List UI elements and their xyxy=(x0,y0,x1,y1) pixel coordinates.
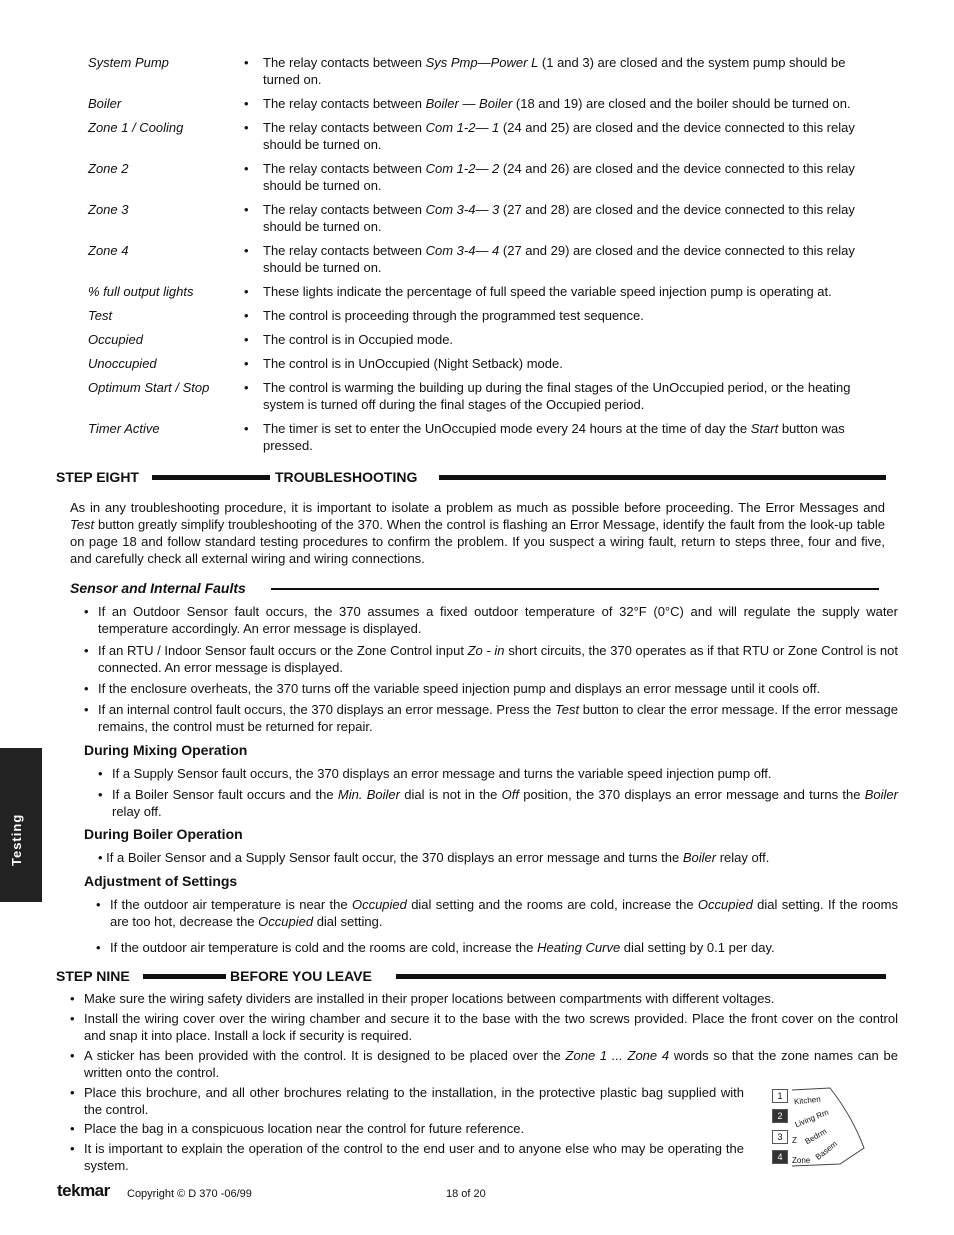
definition-text: The relay contacts between Com 1-2— 1 (24 and 25) are closed and the device connected to this relay should be turned on. xyxy=(263,120,855,152)
definition-list xyxy=(88,54,888,461)
troubleshooting-intro: As in any troubleshooting procedure, it is important to isolate a problem as much as possible before proceeding. The Error Messages and Test button greatly simplify troubleshooting of the 370. When the control is flashing an Error Message, identify the fault from the look-up table on page 18 and follow standard testing procedures to confirm the problem. If you suspect a wiring fault, return to steps three, four and five, and carefully check all external wiring and wiring connections. xyxy=(70,500,885,566)
zone-box: 2 xyxy=(772,1109,788,1123)
definition-row xyxy=(88,95,888,112)
definition-row xyxy=(88,201,888,235)
sensor-faults-heading: Sensor and Internal Faults xyxy=(70,580,246,596)
definition-row xyxy=(88,331,888,348)
definition-text: The control is warming the building up during the final stages of the UnOccupied period, or the heating system is turned off during the final stages of the Occupied period. xyxy=(263,380,851,412)
definition-row xyxy=(88,355,888,372)
tekmar-logo: tekmar xyxy=(57,1181,110,1200)
rule xyxy=(152,475,270,480)
definition-term: Boiler xyxy=(88,96,122,111)
step-title: BEFORE YOU LEAVE xyxy=(230,968,372,984)
bullet-mark: • xyxy=(244,332,249,347)
adjust-heading: Adjustment of Settings xyxy=(84,873,238,889)
bullet-item: • Place this brochure, and all other brochures relating to the installation, in the protective plastic bag supplied with the control. xyxy=(70,1084,744,1118)
bullet-mark: • xyxy=(244,161,249,176)
definition-text: The relay contacts between Com 3-4— 3 (27 and 28) are closed and the device connected to this relay should be turned on. xyxy=(263,202,855,234)
definition-row xyxy=(88,54,888,88)
bullet-item: • It is important to explain the operation of the control to the end user and to anyone else who may be operating the system. xyxy=(70,1140,744,1174)
page-number: 18 of 20 xyxy=(446,1188,486,1200)
definition-term: System Pump xyxy=(88,55,169,70)
bullet-item: • If a Boiler Sensor fault occurs and the Min. Boiler dial is not in the Off position, the 370 displays an error message and turns the Boiler relay off. xyxy=(98,786,898,820)
sticker-label: Basem xyxy=(813,1139,840,1162)
definition-text: The relay contacts between Com 3-4— 4 (27 and 29) are closed and the device connected to this relay should be turned on. xyxy=(263,243,855,275)
definition-row xyxy=(88,420,888,454)
definition-row xyxy=(88,242,888,276)
zone-sticker-illustration xyxy=(772,1086,882,1170)
rule xyxy=(396,974,886,979)
covered-label: Zone xyxy=(792,1156,811,1165)
step-nine-header xyxy=(56,968,886,986)
definition-term: Zone 4 xyxy=(88,243,129,258)
definition-text: The relay contacts between Boiler — Boiler (18 and 19) are closed and the boiler should be turned on. xyxy=(263,96,851,111)
bullet-item: • If the enclosure overheats, the 370 turns off the variable speed injection pump and displays an error message until it cools off. xyxy=(84,680,898,697)
bullet-mark: • xyxy=(244,308,249,323)
mixing-heading: During Mixing Operation xyxy=(84,742,248,758)
definition-row xyxy=(88,379,888,413)
definition-term: Timer Active xyxy=(88,421,160,436)
definition-text: These lights indicate the percentage of full speed the variable speed injection pump is operating at. xyxy=(263,284,832,299)
step-eight-header xyxy=(56,469,886,487)
bullet-mark: • xyxy=(244,243,249,258)
sticker-label: Living Rm xyxy=(793,1107,830,1130)
definition-term: Zone 3 xyxy=(88,202,129,217)
definition-text: The control is proceeding through the programmed test sequence. xyxy=(263,308,644,323)
rule xyxy=(439,475,886,480)
bullet-mark: • xyxy=(98,850,107,865)
definition-text: The control is in Occupied mode. xyxy=(263,332,454,347)
boiler-heading: During Boiler Operation xyxy=(84,826,243,842)
bullet-mark: • xyxy=(244,202,249,217)
bullet-item: • If the outdoor air temperature is cold and the rooms are cold, increase the Heating Curve dial setting by 0.1 per day. xyxy=(96,939,898,956)
definition-row xyxy=(88,160,888,194)
sticker-label: Bedrm xyxy=(803,1126,829,1147)
definition-row xyxy=(88,119,888,153)
bullet-mark: • xyxy=(244,284,249,299)
bullet-item: • A sticker has been provided with the control. It is designed to be placed over the Zone 1 ... Zone 4 words so that the zone names can be written onto the control. xyxy=(70,1047,898,1081)
bullet-mark: • xyxy=(244,356,249,371)
bullet-item: • If a Supply Sensor fault occurs, the 370 displays an error message and turns the variable speed injection pump off. xyxy=(98,765,898,782)
definition-term: Test xyxy=(88,308,113,323)
definition-term: Occupied xyxy=(88,332,143,347)
copyright: Copyright © D 370 -06/99 xyxy=(127,1188,252,1200)
bullet-item: • If an Outdoor Sensor fault occurs, the 370 assumes a fixed outdoor temperature of 32°F (0°C) and will regulate the supply water temperature accordingly. An error message is displayed. xyxy=(84,603,898,637)
bullet-item: • If the outdoor air temperature is near the Occupied dial setting and the rooms are cold, increase the Occupied dial setting. If the rooms are too hot, decrease the Occupied dial setting. xyxy=(96,896,898,930)
zone-box: 3 xyxy=(772,1130,788,1144)
definition-text: The control is in UnOccupied (Night Setback) mode. xyxy=(263,356,563,371)
bullet-text: If a Boiler Sensor and a Supply Sensor fault occur, the 370 displays an error message and turns the Boiler relay off. xyxy=(106,850,770,865)
zone-box: 4 xyxy=(772,1150,788,1164)
bullet-mark: • xyxy=(244,96,249,111)
bullet-item: • Install the wiring cover over the wiring chamber and secure it to the base with the two screws provided. Place the front cover on the control and snap it into place. Install a lock if security is required. xyxy=(70,1010,898,1044)
definition-text: The relay contacts between Com 1-2— 2 (24 and 26) are closed and the device connected to this relay should be turned on. xyxy=(263,161,855,193)
boiler-bullet xyxy=(98,849,888,866)
bullet-item: • Place the bag in a conspicuous location near the control for future reference. xyxy=(70,1120,744,1137)
bullet-mark: • xyxy=(244,55,249,70)
bullet-mark: • xyxy=(244,120,249,135)
definition-term: Unoccupied xyxy=(88,356,157,371)
bullet-mark: • xyxy=(244,421,249,436)
bullet-mark: • xyxy=(244,380,249,395)
rule xyxy=(271,588,879,590)
definition-term: Zone 2 xyxy=(88,161,129,176)
definition-row xyxy=(88,307,888,324)
step-title: TROUBLESHOOTING xyxy=(275,469,418,485)
section-side-tab xyxy=(0,748,42,902)
step-label: STEP NINE xyxy=(56,968,130,984)
zone-box: 1 xyxy=(772,1089,788,1103)
definition-term: Optimum Start / Stop xyxy=(88,380,210,395)
bullet-item: • Make sure the wiring safety dividers are installed in their proper locations between compartments with different voltages. xyxy=(70,990,898,1007)
covered-label: Z xyxy=(792,1136,797,1145)
sticker-label: Kitchen xyxy=(793,1094,822,1107)
definition-term: % full output lights xyxy=(88,284,194,299)
rule xyxy=(143,974,226,979)
bullet-item: • If an RTU / Indoor Sensor fault occurs or the Zone Control input Zo - in short circuits, the 370 operates as if that RTU or Zone Control is not connected. An error message is displayed. xyxy=(84,642,898,676)
definition-text: The timer is set to enter the UnOccupied mode every 24 hours at the time of day the Start button was pressed. xyxy=(263,421,845,453)
definition-term: Zone 1 / Cooling xyxy=(88,120,184,135)
bullet-item: • If an internal control fault occurs, the 370 displays an error message. Press the Test button to clear the error message. If the error message remains, the control must be returned for repair. xyxy=(84,701,898,735)
definition-row xyxy=(88,283,888,300)
definition-text: The relay contacts between Sys Pmp—Power L (1 and 3) are closed and the system pump should be turned on. xyxy=(263,55,846,87)
side-tab-label: Testing xyxy=(9,813,24,866)
step-label: STEP EIGHT xyxy=(56,469,139,485)
